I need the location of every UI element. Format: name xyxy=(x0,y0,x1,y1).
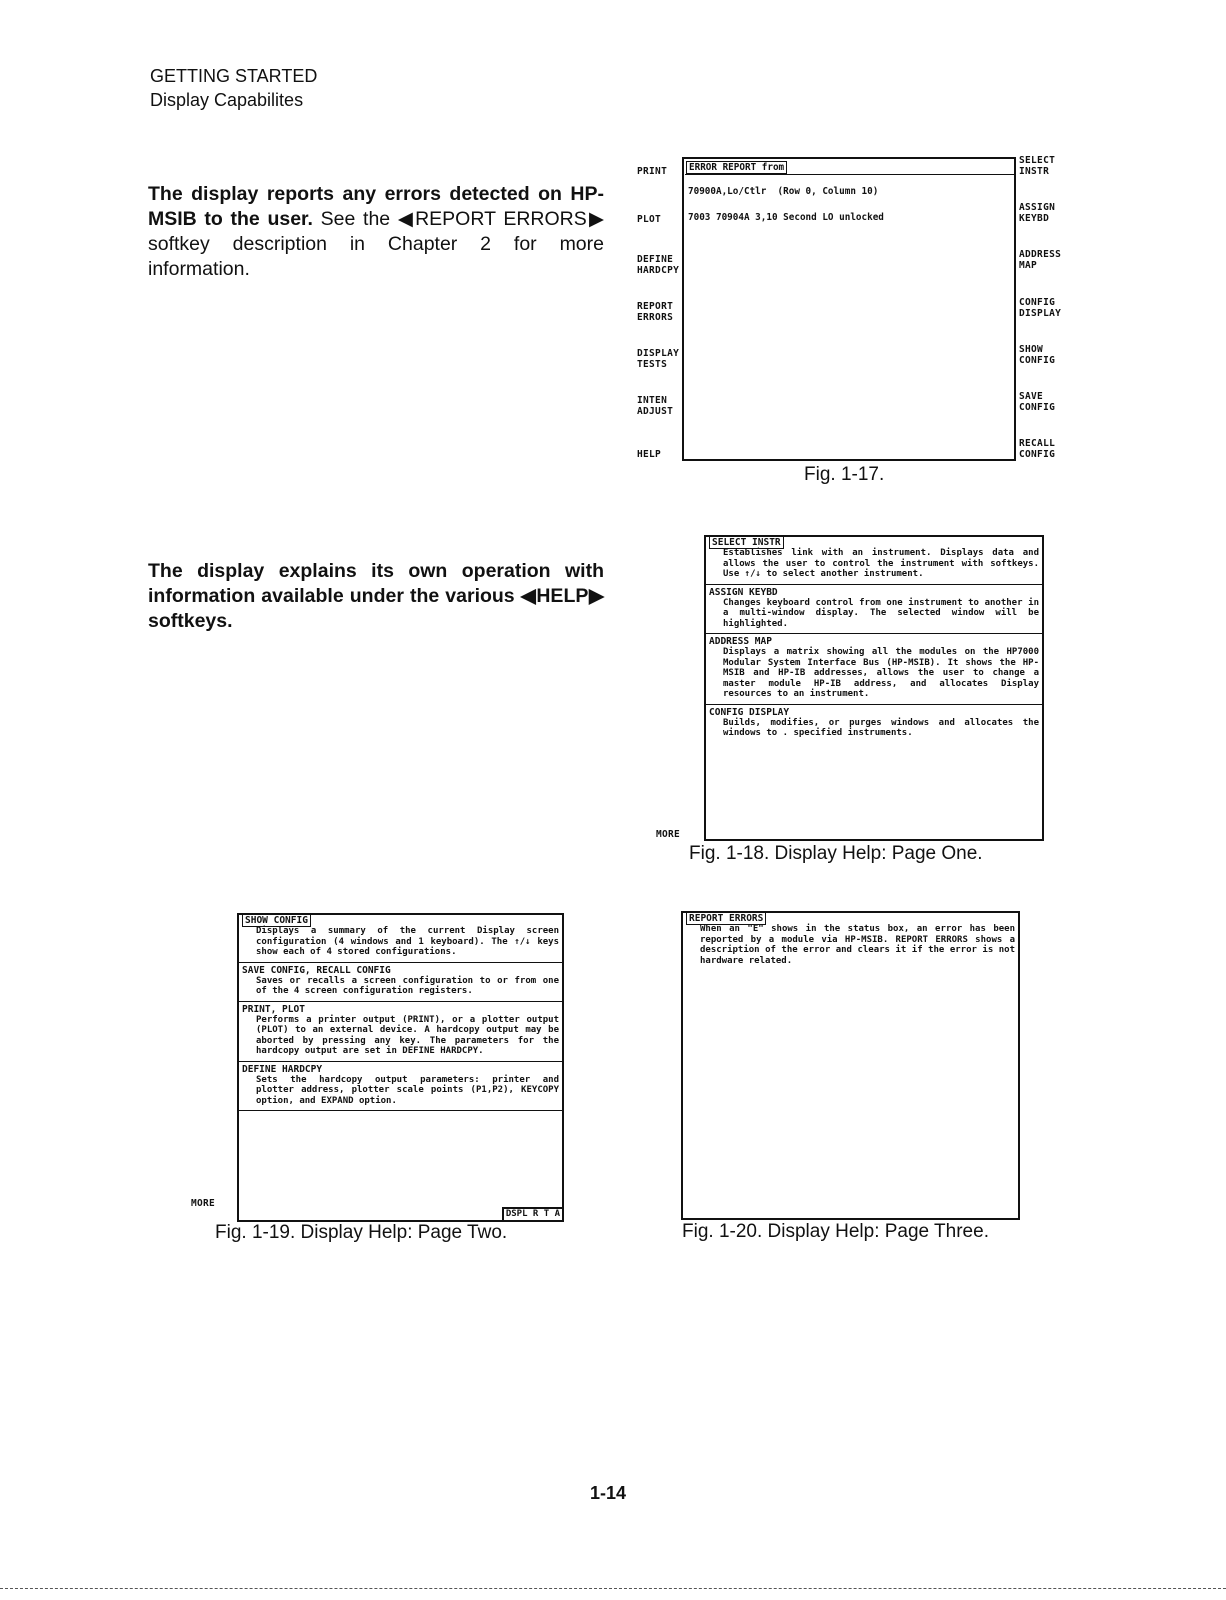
help-page-two-screen xyxy=(237,913,564,1222)
status-box: DSPL R T A xyxy=(502,1207,564,1222)
help-section xyxy=(706,537,1042,585)
softkey-show-config[interactable]: SHOW CONFIG xyxy=(1019,344,1056,366)
help-section xyxy=(239,915,562,963)
help-section-title: SAVE CONFIG, RECALL CONFIG xyxy=(242,964,391,976)
help-section-title: DEFINE HARDCPY xyxy=(242,1063,323,1075)
softkey-inten-adjust[interactable]: INTEN ADJUST xyxy=(637,395,674,417)
help-section xyxy=(239,1002,562,1062)
page-bottom-rule xyxy=(0,1588,1226,1589)
subsection-heading: Display Capabilites xyxy=(150,90,304,110)
help-section-body: Displays a matrix showing all the modules on the HP7000 Modular System Interface Bus (HP-MSIB). It shows the HP-MSIB and HP-IB addresses, allows the user to change a master module HP-IB address, and allocates Display resources to an instrument. xyxy=(723,647,1039,699)
help-section-body: Changes keyboard control from one instrument to another in a multi-window display. The selected window will be highlighted. xyxy=(723,597,1039,629)
error-report-title: ERROR REPORT from xyxy=(686,161,787,174)
figure-1-19-caption: Fig. 1-19. Display Help: Page Two. xyxy=(215,1222,508,1243)
help-section xyxy=(239,1062,562,1112)
help-section xyxy=(706,705,1042,743)
softkey-print[interactable]: PRINT xyxy=(637,166,668,177)
help-section-title: PRINT, PLOT xyxy=(242,1003,305,1015)
help-section xyxy=(706,634,1042,705)
softkey-define-hardcpy[interactable]: DEFINE HARDCPY xyxy=(637,254,680,276)
help-section-title: ASSIGN KEYBD xyxy=(709,586,778,598)
help-section-title: SHOW CONFIG xyxy=(242,915,559,926)
page-number: 1-14 xyxy=(590,1483,627,1503)
error-report-screen xyxy=(682,157,1016,461)
help-section-title: CONFIG DISPLAY xyxy=(709,706,790,718)
help-section-body: Establishes link with an instrument. Displays data and allows the user to control the instrument with softkeys. Use ↑/↓ to select another instrument. xyxy=(723,548,1039,579)
help-section xyxy=(239,963,562,1002)
softkey-select-instr[interactable]: SELECT INSTR xyxy=(1019,155,1056,177)
figure-1-17-caption: Fig. 1-17. xyxy=(804,464,885,485)
help-section-body: Displays a summary of the current Display screen configuration (4 windows and 1 keyboard). The ↑/↓ keys show each of 4 stored configurations. xyxy=(256,926,559,957)
section-heading: GETTING STARTED xyxy=(150,66,318,86)
intro-errors-bold: The display reports any errors detected on HP-MSIB to the user. xyxy=(148,183,604,230)
figure-1-20-caption: Fig. 1-20. Display Help: Page Three. xyxy=(682,1221,989,1242)
error-report-line-2: 7003 70904A 3,10 Second LO unlocked xyxy=(688,212,884,223)
help-page-three-screen xyxy=(681,911,1020,1220)
softkey-address-map[interactable]: ADDRESS MAP xyxy=(1019,249,1062,271)
softkey-report-errors[interactable]: REPORT ERRORS xyxy=(637,301,674,323)
help-section-body: Sets the hardcopy output parameters: printer and plotter address, plotter scale points (P1,P2), KEYCOPY option, and EXPAND option. xyxy=(256,1074,559,1106)
error-report-line-1: 70900A,Lo/Ctlr (Row 0, Column 10) xyxy=(688,186,879,197)
help-section xyxy=(706,585,1042,635)
softkey-more[interactable]: MORE xyxy=(656,829,681,840)
softkey-save-config[interactable]: SAVE CONFIG xyxy=(1019,391,1056,413)
help-section-title: SELECT INSTR xyxy=(709,537,1039,548)
figure-1-18-caption: Fig. 1-18. Display Help: Page One. xyxy=(689,843,983,864)
softkey-display-tests[interactable]: DISPLAY TESTS xyxy=(637,348,680,370)
help-page-one-screen xyxy=(704,535,1044,841)
softkey-recall-config[interactable]: RECALL CONFIG xyxy=(1019,438,1056,460)
help-section-body: Saves or recalls a screen configuration to or from one of the 4 screen configuration registers. xyxy=(256,975,559,996)
help-section xyxy=(683,913,1018,966)
help-section-body: Performs a printer output (PRINT), or a plotter output (PLOT) to an external device. A hardcopy output may be aborted by pressing any key. The parameters for the hardcopy output are set in DEFINE HARDCPY. xyxy=(256,1014,559,1056)
help-section-body: When an "E" shows in the status box, an error has been reported by a module via HP-MSIB. REPORT ERRORS shows a description of the error and clears it if the error is not hardware related. xyxy=(700,924,1015,966)
intro-help-bold: The display explains its own operation with information available under the various ◀HELP▶ softkeys. xyxy=(148,560,604,632)
softkey-more[interactable]: MORE xyxy=(191,1198,216,1209)
softkey-config-display[interactable]: CONFIG DISPLAY xyxy=(1019,297,1062,319)
softkey-help[interactable]: HELP xyxy=(637,449,662,460)
softkey-assign-keybd[interactable]: ASSIGN KEYBD xyxy=(1019,202,1056,224)
help-section-title: REPORT ERRORS xyxy=(686,913,1015,924)
intro-paragraph-errors xyxy=(148,182,604,282)
intro-errors-rest: See the ◀REPORT ERRORS▶ softkey description in Chapter 2 for more information. xyxy=(148,208,605,280)
help-section-title: ADDRESS MAP xyxy=(709,636,772,647)
softkey-plot[interactable]: PLOT xyxy=(637,214,662,225)
help-section-body: Builds, modifies, or purges windows and allocates the windows to . specified instruments. xyxy=(723,717,1039,738)
error-report-titlebar xyxy=(685,160,1015,175)
intro-paragraph-help xyxy=(148,559,604,634)
